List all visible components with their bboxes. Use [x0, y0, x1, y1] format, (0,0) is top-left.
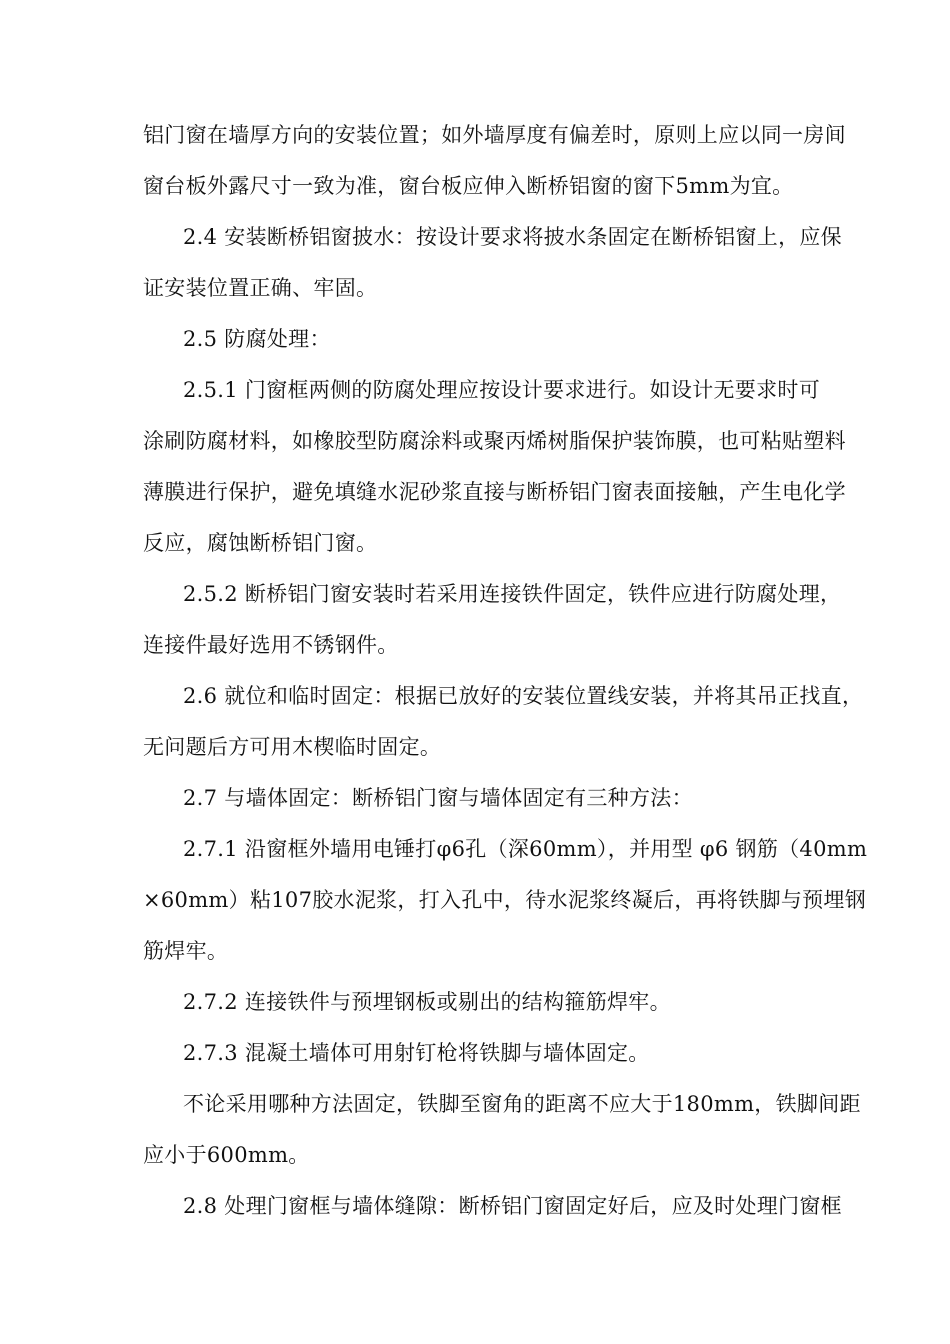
section-heading-2-6: 2.6 就位和临时固定：根据已放好的安装位置线安装，并将其吊正找直，	[183, 684, 864, 708]
paragraph-line: 不论采用哪种方法固定，铁脚至窗角的距离不应大于180mm，铁脚间距	[183, 1092, 861, 1116]
paragraph-line: 证安装位置正确、牢固。	[143, 276, 378, 300]
paragraph-line: 铝门窗在墙厚方向的安装位置；如外墙厚度有偏差时，原则上应以同一房间	[143, 123, 846, 147]
paragraph-line: 连接件最好选用不锈钢件。	[143, 633, 399, 657]
paragraph-line: 无问题后方可用木楔临时固定。	[143, 735, 442, 759]
section-heading-2-7-1: 2.7.1 沿窗框外墙用电锤打φ6孔（深60mm），并用型 φ6 钢筋（40mm	[183, 837, 868, 861]
paragraph-line: 薄膜进行保护，避免填缝水泥砂浆直接与断桥铝门窗表面接触，产生电化学	[143, 480, 846, 504]
section-heading-2-7-2: 2.7.2 连接铁件与预埋钢板或剔出的结构箍筋焊牢。	[183, 990, 671, 1014]
section-heading-2-7: 2.7 与墙体固定：断桥铝门窗与墙体固定有三种方法：	[183, 786, 693, 810]
section-heading-2-5-2: 2.5.2 断桥铝门窗安装时若采用连接铁件固定，铁件应进行防腐处理，	[183, 582, 842, 606]
section-heading-2-7-3: 2.7.3 混凝土墙体可用射钉枪将铁脚与墙体固定。	[183, 1041, 650, 1065]
paragraph-line: 窗台板外露尺寸一致为准，窗台板应伸入断桥铝窗的窗下5mm为宜。	[143, 174, 794, 198]
section-heading-2-4: 2.4 安装断桥铝窗披水：按设计要求将披水条固定在断桥铝窗上，应保	[183, 225, 842, 249]
paragraph-line: 涂刷防腐材料，如橡胶型防腐涂料或聚丙烯树脂保护装饰膜，也可粘贴塑料	[143, 429, 846, 453]
section-heading-2-8: 2.8 处理门窗框与墙体缝隙：断桥铝门窗固定好后，应及时处理门窗框	[183, 1194, 842, 1218]
paragraph-line: 筋焊牢。	[143, 939, 229, 963]
paragraph-line: 反应，腐蚀断桥铝门窗。	[143, 531, 378, 555]
section-heading-2-5: 2.5 防腐处理：	[183, 327, 331, 351]
paragraph-line: ×60mm）粘107胶水泥浆，打入孔中，待水泥浆终凝后，再将铁脚与预埋钢	[143, 888, 867, 912]
paragraph-line: 应小于600mm。	[143, 1143, 310, 1167]
section-heading-2-5-1: 2.5.1 门窗框两侧的防腐处理应按设计要求进行。如设计无要求时可	[183, 378, 821, 402]
